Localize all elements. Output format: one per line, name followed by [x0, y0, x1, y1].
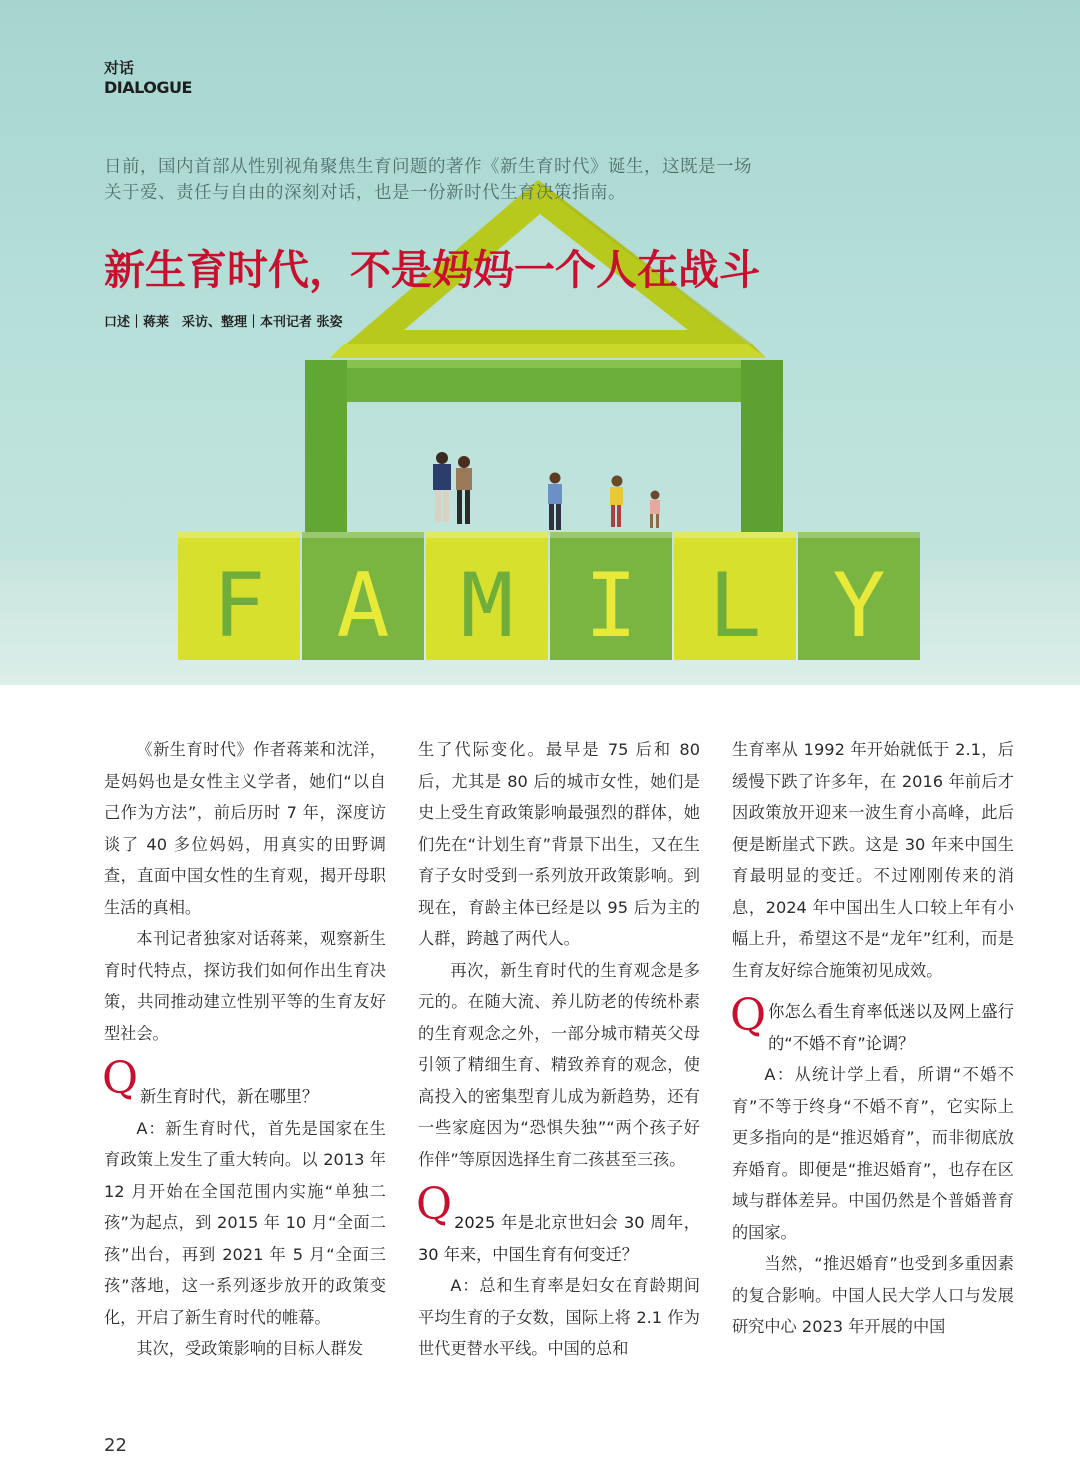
section-label-en: DIALOGUE	[104, 78, 192, 97]
question-marker: Q	[730, 990, 767, 1041]
paragraph: 《新生育时代》作者蒋莱和沈洋，是妈妈也是女性主义学者，她们“以自己作为方法”，前后历时 7 年，深度访谈了 40 多位妈妈，用真实的田野调查，直面中国女性的生育观，揭开母职生活的真相。	[104, 740, 386, 917]
byline: 口述｜蒋莱 采访、整理｜本刊记者 张姿	[104, 315, 343, 330]
block-letter: A	[336, 554, 390, 657]
paragraph: 本刊记者独家对话蒋莱，观察新生育时代特点，探访我们如何作出生育决策，共同推动建立性别平等的生育友好型社会。	[104, 929, 386, 1043]
question-marker: Q	[416, 1179, 453, 1230]
question-text: 2025 年是北京世妇会 30 周年，30 年来，中国生育有何变迁？	[418, 1213, 700, 1264]
paragraph: 其次，受政策影响的目标人群发	[136, 1339, 364, 1358]
question-text: 你怎么看生育率低迷以及网上盛行的“不婚不育”论调？	[768, 1002, 1014, 1053]
paragraph: 生了代际变化。最早是 75 后和 80 后，尤其是 80 后的城市女性，她们是史上受生育政策影响最强烈的群体，她们先在“计划生育”背景下出生，又在生育子女时受到一系列放开政策影响。到现在，育龄主体已经是以 95 后为主的人群，跨越了两代人。	[418, 740, 700, 948]
question-marker: Q	[102, 1053, 139, 1104]
paragraph: A：新生育时代，首先是国家在生育政策上发生了重大转向。以 2013 年 12 月开始在全国范围内实施“单独二孩”为起点，到 2015 年 10 月“全面二孩”出台，再到 2021 年 5 月“全面三孩”落地，这一系列逐步放开的政策变化，开启了新生育时代的帷幕。	[104, 1118, 386, 1327]
paragraph: 生育率从 1992 年开始就低于 2.1，后缓慢下跌了许多年，在 2016 年前后才因政策放开迎来一波生育小高峰，此后便是断崖式下跌。这是 30 年来中国生育最明显的变迁。不过刚刚传来的消息，2024 年中国出生人口较上年有小幅上升，希望这不是“龙年”红利，而是生育友好综合施策初见成效。	[732, 740, 1014, 980]
block-highlight	[674, 532, 796, 538]
block-letter: M	[460, 554, 514, 657]
block-highlight	[178, 532, 300, 538]
house-frame-block	[305, 360, 783, 535]
paragraph: 再次，新生育时代的生育观念是多元的。在随大流、养儿防老的传统朴素的生育观念之外，一部分城市精英父母引领了精细生育、精致养育的观念，使高投入的密集型育儿成为新趋势，还有一些家庭因为“恐惧失独”“两个孩子好作伴”等原因选择生育二孩甚至三孩。	[418, 960, 700, 1169]
block-highlight	[426, 532, 548, 538]
family-figures	[433, 452, 660, 530]
letter-block-f	[178, 532, 300, 660]
block-letter: L	[708, 554, 762, 657]
section-label: 对话	[104, 59, 135, 77]
question-heading	[730, 990, 1014, 1059]
block-letter: Y	[832, 554, 886, 657]
hero-image	[0, 0, 1080, 685]
page-number: 22	[104, 1435, 127, 1456]
block-highlight	[550, 532, 672, 538]
letter-block-y	[798, 532, 920, 660]
lead-paragraph: 日前，国内首部从性别视角聚焦生育问题的著作《新生育时代》诞生，这既是一场关于爱、责任与自由的深刻对话，也是一份新时代生育决策指南。	[104, 157, 752, 203]
question-text: 新生育时代，新在哪里？	[140, 1087, 319, 1106]
letter-block-a	[302, 532, 424, 660]
question-heading	[416, 1179, 700, 1270]
block-letter: I	[584, 554, 638, 657]
block-highlight	[302, 532, 424, 538]
paragraph: A：从统计学上看，所谓“不婚不育”不等于终身“不婚不育”，它实际上更多指向的是“推迟婚育”，而非彻底放弃婚育。即便是“推迟婚育”，也存在区域与群体差异。中国仍然是个普婚普育的国家。	[732, 1065, 1014, 1242]
letter-block-i	[550, 532, 672, 660]
letter-block-m	[426, 532, 548, 660]
family-blocks-illustration	[0, 0, 1080, 685]
paragraph: A：总和生育率是妇女在育龄期间平均生育的子女数，国际上将 2.1 作为世代更替水平线。中国的总和	[418, 1276, 700, 1358]
article-headline: 新生育时代，不是妈妈一个人在战斗	[104, 246, 760, 294]
block-highlight	[798, 532, 920, 538]
paragraph: 当然，“推迟婚育”也受到多重因素的复合影响。中国人民大学人口与发展研究中心 2023 年开展的中国	[732, 1254, 1014, 1336]
block-letter: F	[212, 554, 266, 657]
question-heading	[102, 1053, 386, 1113]
article-column-3	[732, 734, 1014, 1343]
letter-block-l	[674, 532, 796, 660]
article-column-2	[418, 734, 700, 1365]
article-column-1	[104, 734, 386, 1365]
